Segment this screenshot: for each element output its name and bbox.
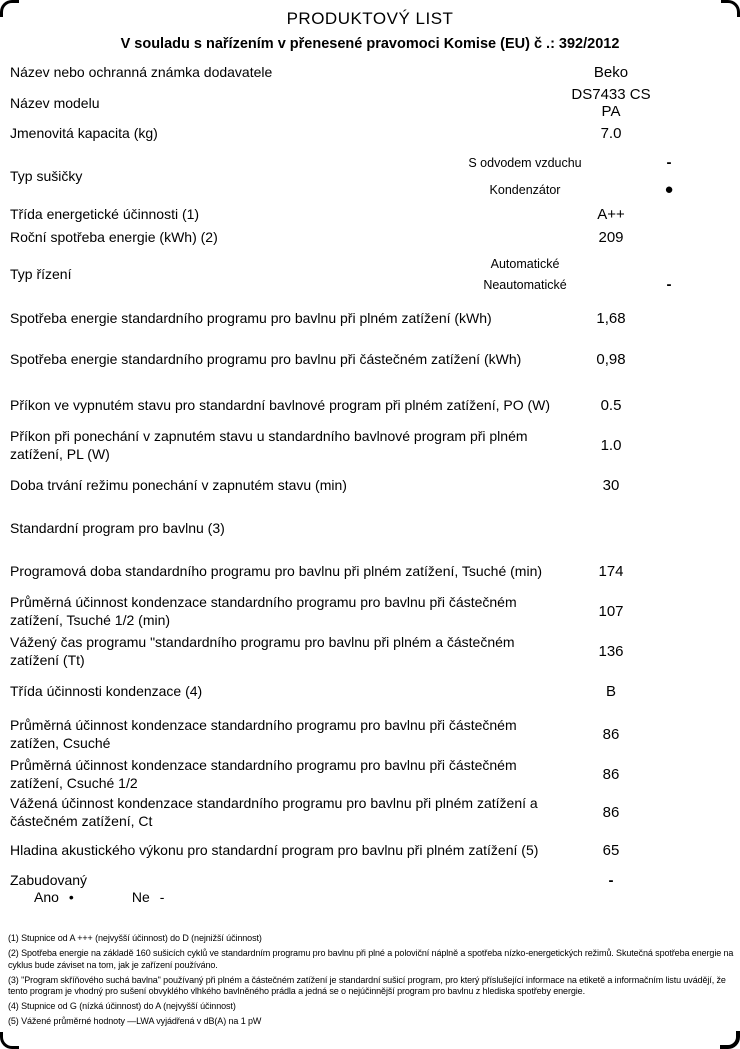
frame-corner-bottom-left xyxy=(0,1032,19,1049)
row-value: 136 xyxy=(598,642,624,660)
row-label: Programová doba standardního programu pro bavlnu při plném zatížení, Tsuché (min) xyxy=(10,562,543,579)
footnotes xyxy=(0,933,740,1028)
row-energy-full xyxy=(0,307,740,330)
row-model xyxy=(0,86,740,120)
footnote-5: (5) Vážené průměrné hodnoty —LWA vyjádřená v dB(A) na 1 pW xyxy=(8,1016,262,1026)
row-value: 30 xyxy=(602,477,620,494)
dryer-type-values xyxy=(620,149,718,203)
row-value: 174 xyxy=(598,562,624,580)
sub-label-condenser: Kondenzátor xyxy=(489,182,561,197)
row-label: Doba trvání režimu ponechání v zapnutém stavu (min) xyxy=(10,477,347,494)
row-label: Typ sušičky xyxy=(10,168,83,184)
row-value: DS7433 CS PA xyxy=(571,86,651,120)
row-power-lefton xyxy=(0,426,740,464)
row-label: Třída účinnosti kondenzace (4) xyxy=(10,683,203,700)
row-label: Průměrná účinnost kondenzace standardního programu pro bavlnu při částečném zatížen, Csuché xyxy=(10,716,517,751)
spec-table xyxy=(0,61,740,905)
row-value: 86 xyxy=(602,765,620,783)
row-energy-class xyxy=(0,203,740,226)
row-label: Spotřeba energie standardního programu pro bavlnu při částečném zatížení (kWh) xyxy=(10,350,522,367)
condenser-dot-marker: ● xyxy=(664,181,674,198)
builtin-options xyxy=(0,889,740,905)
page-title: PRODUKTOVÝ LIST xyxy=(286,9,454,28)
row-power-off xyxy=(0,386,740,424)
control-type-values xyxy=(620,253,718,295)
row-cond-eff-partial xyxy=(0,755,740,793)
row-annual-consumption xyxy=(0,226,740,249)
row-time-weighted xyxy=(0,632,740,670)
row-value: 7.0 xyxy=(600,125,622,142)
section-header-cotton-program xyxy=(0,517,740,540)
option-no-dash-marker: - xyxy=(159,889,165,905)
row-value: 86 xyxy=(602,725,620,743)
row-label: Průměrná účinnost kondenzace standardního programu pro bavlnu při částečném zatížení, Tsuché 1/2 (min) xyxy=(10,593,517,628)
section-header-label: Standardní program pro bavlnu (3) xyxy=(10,520,225,537)
row-lefton-duration xyxy=(0,474,740,497)
option-yes-bullet-marker: • xyxy=(68,889,74,905)
sub-label-air-vented: S odvodem vzduchu xyxy=(468,155,582,170)
control-type-options xyxy=(430,253,620,295)
frame-corner-top-left xyxy=(0,0,19,17)
sub-label-automatic: Automatické xyxy=(490,256,560,271)
row-label: Spotřeba energie standardního programu pro bavlnu při plném zatížení (kWh) xyxy=(10,310,492,327)
automatic-value xyxy=(620,253,718,274)
air-vented-value: - xyxy=(666,154,672,171)
row-value: 65 xyxy=(602,841,620,859)
row-label: Vážený čas programu "standardního programu pro bavlnu při plném a částečném zatížení (Tt) xyxy=(10,633,515,668)
row-value: 0.5 xyxy=(600,396,622,414)
row-label: Zabudovaný xyxy=(10,872,88,889)
option-no-label: Ne xyxy=(131,889,150,905)
row-label: Typ řízení xyxy=(10,266,72,282)
footnote-3: (3) "Program skříňového suchá bavlna" používaný při plném a částečném zatížení je standardní sušicí program, pro který příslušející informace na etiketě a informačním listu uvádějí, že tento program je vhodný pro sušení obvyklého vlhkého bavlněného prádla a jedná se o nejúčinnější program pro bavlnu z hlediska spotřeby energie. xyxy=(8,974,726,996)
row-label: Příkon při ponechání v zapnutém stavu u standardního bavlnové program při plném zatížení, PL (W) xyxy=(10,427,528,462)
row-value: 0,98 xyxy=(596,350,626,368)
row-label: Název nebo ochranná známka dodavatele xyxy=(10,64,273,81)
row-noise xyxy=(0,831,740,869)
frame-corner-bottom-right xyxy=(720,1031,740,1049)
row-value: - xyxy=(608,872,614,889)
footnote-1: (1) Stupnice od A +++ (nejvyšší účinnost) do D (nejnižší účinnost) xyxy=(8,933,262,943)
row-time-partial xyxy=(0,592,740,630)
row-cond-eff-weighted xyxy=(0,793,740,831)
row-label: Hladina akustického výkonu pro standardní program pro bavlnu při plném zatížení (5) xyxy=(10,841,539,858)
row-supplier xyxy=(0,61,740,84)
sub-label-non-automatic: Neautomatické xyxy=(483,277,567,292)
row-label: Název modelu xyxy=(10,94,100,111)
row-label: Příkon ve vypnutém stavu pro standardní bavlnové program při plném zatížení, PO (W) xyxy=(10,396,551,413)
dryer-type-options xyxy=(430,149,620,203)
row-label: Vážená účinnost kondenzace standardního programu pro bavlnu při plném zatížení a částečném zatížení, Ct xyxy=(10,794,538,829)
row-label: Třída energetické účinnosti (1) xyxy=(10,206,200,223)
footnote-2: (2) Spotřeba energie na základě 160 sušicích cyklů ve standardním programu pro bavlnu při plné a poloviční náplně a spotřeba nízko-energetických režimů. Skutečná spotřeba energie na cyklus bude záviset na tom, jak je zařízení používáno. xyxy=(8,948,734,970)
row-control-type xyxy=(0,253,740,295)
row-value: 86 xyxy=(602,803,620,821)
row-dryer-type xyxy=(0,149,740,203)
row-label: Jmenovitá kapacita (kg) xyxy=(10,125,158,142)
row-builtin xyxy=(0,869,740,892)
row-energy-partial xyxy=(0,340,740,378)
frame-corner-top-right xyxy=(721,0,740,17)
row-value: 209 xyxy=(598,229,624,246)
non-automatic-value: - xyxy=(666,276,672,293)
footnote-4: (4) Stupnice od G (nízká účinnost) do A (nejvyšší účinnost) xyxy=(8,1001,236,1011)
page-subtitle: V souladu s nařízením v přenesené pravomoci Komise (EU) č .: 392/2012 xyxy=(120,36,620,52)
row-label: Roční spotřeba energie (kWh) (2) xyxy=(10,229,218,246)
row-time-full xyxy=(0,552,740,590)
row-value: 1.0 xyxy=(600,436,622,454)
row-value: B xyxy=(605,683,616,700)
row-value: 107 xyxy=(598,602,624,620)
row-cond-eff-full xyxy=(0,715,740,753)
row-value: Beko xyxy=(593,64,629,81)
option-yes-label: Ano xyxy=(34,889,59,905)
row-capacity xyxy=(0,122,740,145)
row-value: 1,68 xyxy=(596,310,626,327)
row-value: A++ xyxy=(597,206,625,223)
row-label: Průměrná účinnost kondenzace standardního programu pro bavlnu při částečném zatížení, Csuché 1/2 xyxy=(10,756,517,791)
row-condensation-class xyxy=(0,680,740,703)
